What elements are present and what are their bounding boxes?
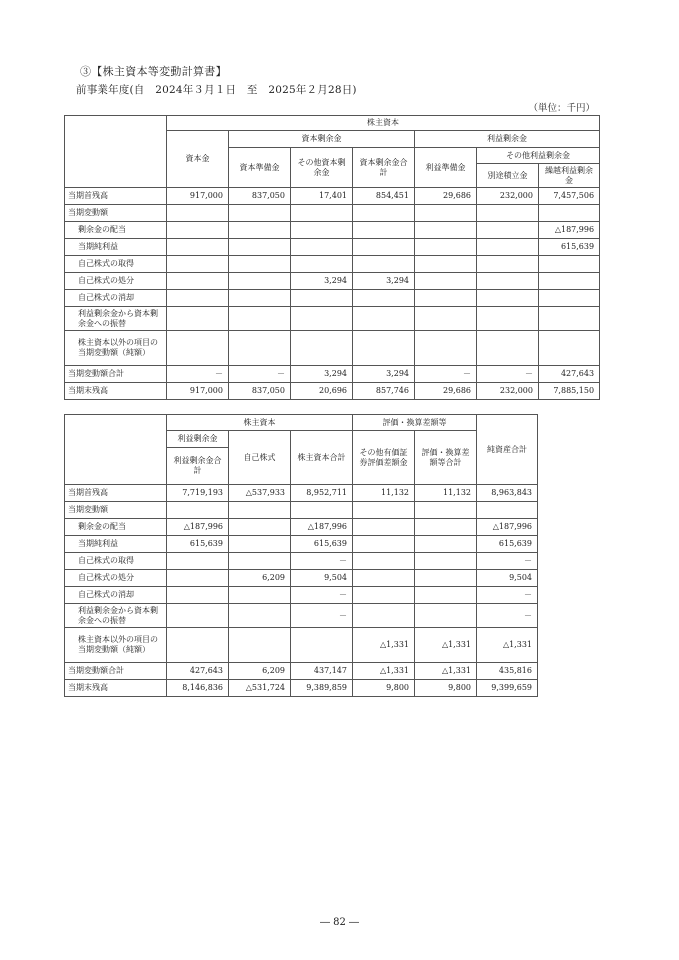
cell-shareholders-equity-total: 8,952,711	[291, 485, 353, 502]
cell-capital-surplus-total	[353, 239, 415, 256]
row-label: 当期末残高	[65, 680, 167, 697]
cell-net-assets-total: 9,399,659	[477, 680, 538, 697]
cell-retained-earnings-total	[167, 587, 229, 604]
cell-valuation-total: 11,132	[415, 485, 477, 502]
cell-capital-stock	[167, 307, 229, 331]
cell-net-assets-total: 435,816	[477, 663, 538, 680]
cell-treasury-stock: △531,724	[229, 680, 291, 697]
cell-treasury-stock: 6,209	[229, 570, 291, 587]
row-label: 剰余金の配当	[65, 519, 167, 536]
cell-securities-valuation	[353, 587, 415, 604]
cell-legal-retained-earnings: 29,686	[415, 383, 477, 400]
header-shareholders-equity: 株主資本	[167, 116, 600, 131]
cell-other-capital-surplus	[291, 205, 353, 222]
table-row	[65, 256, 600, 273]
cell-general-reserve	[477, 256, 539, 273]
header-capital-surplus-total: 資本剰余金合計	[353, 148, 415, 188]
table-row	[65, 366, 600, 383]
cell-capital-reserve	[229, 205, 291, 222]
cell-retained-earnings-total: 7,719,193	[167, 485, 229, 502]
row-label: 当期変動額合計	[65, 663, 167, 680]
row-label: 利益剰余金から資本剰余金への振替	[65, 604, 167, 628]
table-row	[65, 205, 600, 222]
cell-treasury-stock	[229, 587, 291, 604]
cell-securities-valuation: △1,331	[353, 663, 415, 680]
row-label: 自己株式の取得	[65, 553, 167, 570]
cell-other-capital-surplus	[291, 239, 353, 256]
cell-other-capital-surplus: 3,294	[291, 273, 353, 290]
cell-legal-retained-earnings	[415, 290, 477, 307]
cell-valuation-total: △1,331	[415, 628, 477, 663]
table-row	[65, 239, 600, 256]
row-label: 当期変動額合計	[65, 366, 167, 383]
row-label: 自己株式の取得	[65, 256, 167, 273]
header-other-capital-surplus: その他資本剰余金	[291, 148, 353, 188]
row-label: 当期変動額	[65, 502, 167, 519]
cell-shareholders-equity-total: －	[291, 604, 353, 628]
cell-shareholders-equity-total: 9,504	[291, 570, 353, 587]
cell-securities-valuation	[353, 519, 415, 536]
cell-capital-stock	[167, 205, 229, 222]
table-row	[65, 570, 538, 587]
cell-shareholders-equity-total	[291, 502, 353, 519]
cell-capital-reserve	[229, 331, 291, 366]
cell-general-reserve	[477, 205, 539, 222]
table-row	[65, 307, 600, 331]
cell-capital-reserve	[229, 256, 291, 273]
row-label: 自己株式の処分	[65, 570, 167, 587]
cell-net-assets-total	[477, 502, 538, 519]
cell-capital-stock	[167, 239, 229, 256]
cell-valuation-total: 9,800	[415, 680, 477, 697]
cell-legal-retained-earnings	[415, 205, 477, 222]
cell-capital-surplus-total	[353, 222, 415, 239]
cell-other-capital-surplus	[291, 307, 353, 331]
table-row	[65, 222, 600, 239]
cell-treasury-stock	[229, 604, 291, 628]
cell-retained-earnings-total: △187,996	[167, 519, 229, 536]
table-row	[65, 273, 600, 290]
cell-capital-surplus-total	[353, 331, 415, 366]
cell-capital-surplus-total: 857,746	[353, 383, 415, 400]
cell-securities-valuation	[353, 604, 415, 628]
header-other-retained-earnings: その他利益剰余金	[477, 148, 600, 164]
row-label: 当期純利益	[65, 239, 167, 256]
cell-valuation-total	[415, 587, 477, 604]
cell-capital-reserve	[229, 290, 291, 307]
header-blank	[65, 415, 167, 485]
cell-retained-earnings-carried: 7,885,150	[539, 383, 600, 400]
cell-valuation-total	[415, 553, 477, 570]
cell-legal-retained-earnings	[415, 273, 477, 290]
cell-securities-valuation: 9,800	[353, 680, 415, 697]
cell-net-assets-total: 8,963,843	[477, 485, 538, 502]
row-label: 当期首残高	[65, 188, 167, 205]
cell-retained-earnings-total: 8,146,836	[167, 680, 229, 697]
header-retained-earnings: 利益剰余金	[415, 131, 600, 148]
row-label: 剰余金の配当	[65, 222, 167, 239]
cell-retained-earnings-total	[167, 570, 229, 587]
cell-retained-earnings-carried: 615,639	[539, 239, 600, 256]
row-label: 株主資本以外の項目の当期変動額（純額）	[65, 628, 167, 663]
cell-shareholders-equity-total: 615,639	[291, 536, 353, 553]
cell-retained-earnings-total	[167, 502, 229, 519]
equity-changes-table-2	[64, 414, 538, 697]
cell-capital-reserve	[229, 273, 291, 290]
cell-general-reserve	[477, 290, 539, 307]
cell-valuation-total	[415, 604, 477, 628]
table-row	[65, 485, 538, 502]
cell-shareholders-equity-total: 437,147	[291, 663, 353, 680]
cell-other-capital-surplus	[291, 290, 353, 307]
cell-retained-earnings-total	[167, 628, 229, 663]
cell-other-capital-surplus	[291, 222, 353, 239]
cell-valuation-total: △1,331	[415, 663, 477, 680]
fiscal-period: 前事業年度(自 2024年３月１日 至 2025年２月28日)	[76, 84, 357, 96]
header-blank	[65, 116, 167, 188]
cell-legal-retained-earnings	[415, 222, 477, 239]
header-securities-valuation: その他有価証券評価差額金	[353, 431, 415, 485]
cell-capital-reserve	[229, 222, 291, 239]
table-row	[65, 188, 600, 205]
cell-treasury-stock	[229, 502, 291, 519]
header-retained-earnings-carried: 繰越利益剰余金	[539, 164, 600, 188]
cell-net-assets-total: －	[477, 553, 538, 570]
row-label: 利益剰余金から資本剰余金への振替	[65, 307, 167, 331]
cell-securities-valuation: △1,331	[353, 628, 415, 663]
header-shareholders-equity: 株主資本	[167, 415, 353, 431]
header-capital-surplus: 資本剰余金	[229, 131, 415, 148]
cell-capital-reserve	[229, 239, 291, 256]
cell-retained-earnings-carried	[539, 290, 600, 307]
header-net-assets-total: 純資産合計	[477, 415, 538, 485]
row-label: 当期末残高	[65, 383, 167, 400]
cell-capital-stock: －	[167, 366, 229, 383]
header-retained-earnings: 利益剰余金	[167, 431, 229, 448]
table-row	[65, 663, 538, 680]
row-label: 自己株式の消却	[65, 290, 167, 307]
cell-other-capital-surplus: 17,401	[291, 188, 353, 205]
cell-general-reserve	[477, 239, 539, 256]
cell-shareholders-equity-total: －	[291, 553, 353, 570]
cell-capital-surplus-total	[353, 205, 415, 222]
cell-securities-valuation	[353, 570, 415, 587]
cell-retained-earnings-carried: 7,457,506	[539, 188, 600, 205]
cell-capital-stock	[167, 222, 229, 239]
cell-general-reserve	[477, 331, 539, 366]
cell-capital-surplus-total: 3,294	[353, 273, 415, 290]
table-row	[65, 587, 538, 604]
cell-retained-earnings-total	[167, 553, 229, 570]
row-label: 当期純利益	[65, 536, 167, 553]
cell-valuation-total	[415, 570, 477, 587]
cell-securities-valuation	[353, 553, 415, 570]
cell-general-reserve: －	[477, 366, 539, 383]
cell-retained-earnings-carried	[539, 205, 600, 222]
cell-treasury-stock: 6,209	[229, 663, 291, 680]
cell-legal-retained-earnings: －	[415, 366, 477, 383]
table-row	[65, 290, 600, 307]
cell-other-capital-surplus: 3,294	[291, 366, 353, 383]
table-row	[65, 502, 538, 519]
cell-net-assets-total: －	[477, 587, 538, 604]
cell-legal-retained-earnings: 29,686	[415, 188, 477, 205]
table-row	[65, 383, 600, 400]
cell-other-capital-surplus: 20,696	[291, 383, 353, 400]
header-valuation-differences: 評価・換算差額等	[353, 415, 477, 431]
table-row	[65, 331, 600, 366]
cell-capital-surplus-total	[353, 256, 415, 273]
cell-capital-stock	[167, 256, 229, 273]
cell-retained-earnings-total	[167, 604, 229, 628]
cell-general-reserve	[477, 307, 539, 331]
cell-net-assets-total: －	[477, 604, 538, 628]
cell-capital-stock	[167, 273, 229, 290]
header-shareholders-equity-total: 株主資本合計	[291, 431, 353, 485]
row-label: 自己株式の消却	[65, 587, 167, 604]
table-row	[65, 604, 538, 628]
cell-securities-valuation	[353, 502, 415, 519]
cell-shareholders-equity-total: 9,389,859	[291, 680, 353, 697]
cell-legal-retained-earnings	[415, 331, 477, 366]
cell-retained-earnings-total: 427,643	[167, 663, 229, 680]
cell-legal-retained-earnings	[415, 239, 477, 256]
cell-capital-surplus-total: 854,451	[353, 188, 415, 205]
cell-shareholders-equity-total: －	[291, 587, 353, 604]
header-legal-retained-earnings: 利益準備金	[415, 148, 477, 188]
cell-capital-surplus-total	[353, 307, 415, 331]
cell-capital-stock	[167, 290, 229, 307]
header-capital-stock: 資本金	[167, 131, 229, 188]
cell-general-reserve	[477, 222, 539, 239]
cell-capital-reserve: 837,050	[229, 383, 291, 400]
header-treasury-stock: 自己株式	[229, 431, 291, 485]
cell-capital-reserve: 837,050	[229, 188, 291, 205]
header-capital-reserve: 資本準備金	[229, 148, 291, 188]
cell-general-reserve	[477, 273, 539, 290]
cell-general-reserve: 232,000	[477, 383, 539, 400]
table-row	[65, 519, 538, 536]
cell-valuation-total	[415, 536, 477, 553]
cell-other-capital-surplus	[291, 331, 353, 366]
table-row	[65, 536, 538, 553]
cell-shareholders-equity-total: △187,996	[291, 519, 353, 536]
cell-capital-reserve	[229, 307, 291, 331]
row-label: 自己株式の処分	[65, 273, 167, 290]
cell-capital-surplus-total	[353, 290, 415, 307]
cell-treasury-stock: △537,933	[229, 485, 291, 502]
header-general-reserve: 別途積立金	[477, 164, 539, 188]
table-row	[65, 553, 538, 570]
cell-treasury-stock	[229, 628, 291, 663]
cell-legal-retained-earnings	[415, 256, 477, 273]
table-row	[65, 680, 538, 697]
cell-valuation-total	[415, 502, 477, 519]
cell-treasury-stock	[229, 519, 291, 536]
cell-capital-stock: 917,000	[167, 383, 229, 400]
cell-capital-reserve: －	[229, 366, 291, 383]
cell-retained-earnings-carried	[539, 307, 600, 331]
cell-capital-stock	[167, 331, 229, 366]
cell-retained-earnings-total: 615,639	[167, 536, 229, 553]
cell-securities-valuation	[353, 536, 415, 553]
cell-general-reserve: 232,000	[477, 188, 539, 205]
header-retained-earnings-total: 利益剰余金合計	[167, 448, 229, 485]
cell-retained-earnings-carried	[539, 273, 600, 290]
cell-securities-valuation: 11,132	[353, 485, 415, 502]
cell-treasury-stock	[229, 553, 291, 570]
row-label: 当期首残高	[65, 485, 167, 502]
cell-other-capital-surplus	[291, 256, 353, 273]
equity-changes-table-1	[64, 115, 600, 400]
cell-shareholders-equity-total	[291, 628, 353, 663]
cell-capital-stock: 917,000	[167, 188, 229, 205]
cell-retained-earnings-carried: 427,643	[539, 366, 600, 383]
cell-valuation-total	[415, 519, 477, 536]
table-row	[65, 628, 538, 663]
cell-net-assets-total: 9,504	[477, 570, 538, 587]
cell-legal-retained-earnings	[415, 307, 477, 331]
cell-net-assets-total: △1,331	[477, 628, 538, 663]
cell-retained-earnings-carried	[539, 331, 600, 366]
row-label: 株主資本以外の項目の当期変動額（純額）	[65, 331, 167, 366]
header-valuation-total: 評価・換算差額等合計	[415, 431, 477, 485]
page-number: ― 82 ―	[319, 917, 360, 928]
cell-net-assets-total: 615,639	[477, 536, 538, 553]
cell-net-assets-total: △187,996	[477, 519, 538, 536]
cell-retained-earnings-carried	[539, 256, 600, 273]
cell-retained-earnings-carried: △187,996	[539, 222, 600, 239]
unit-label: （単位：千円）	[528, 103, 595, 114]
cell-treasury-stock	[229, 536, 291, 553]
statement-title: ③【株主資本等変動計算書】	[80, 65, 227, 78]
row-label: 当期変動額	[65, 205, 167, 222]
cell-capital-surplus-total: 3,294	[353, 366, 415, 383]
